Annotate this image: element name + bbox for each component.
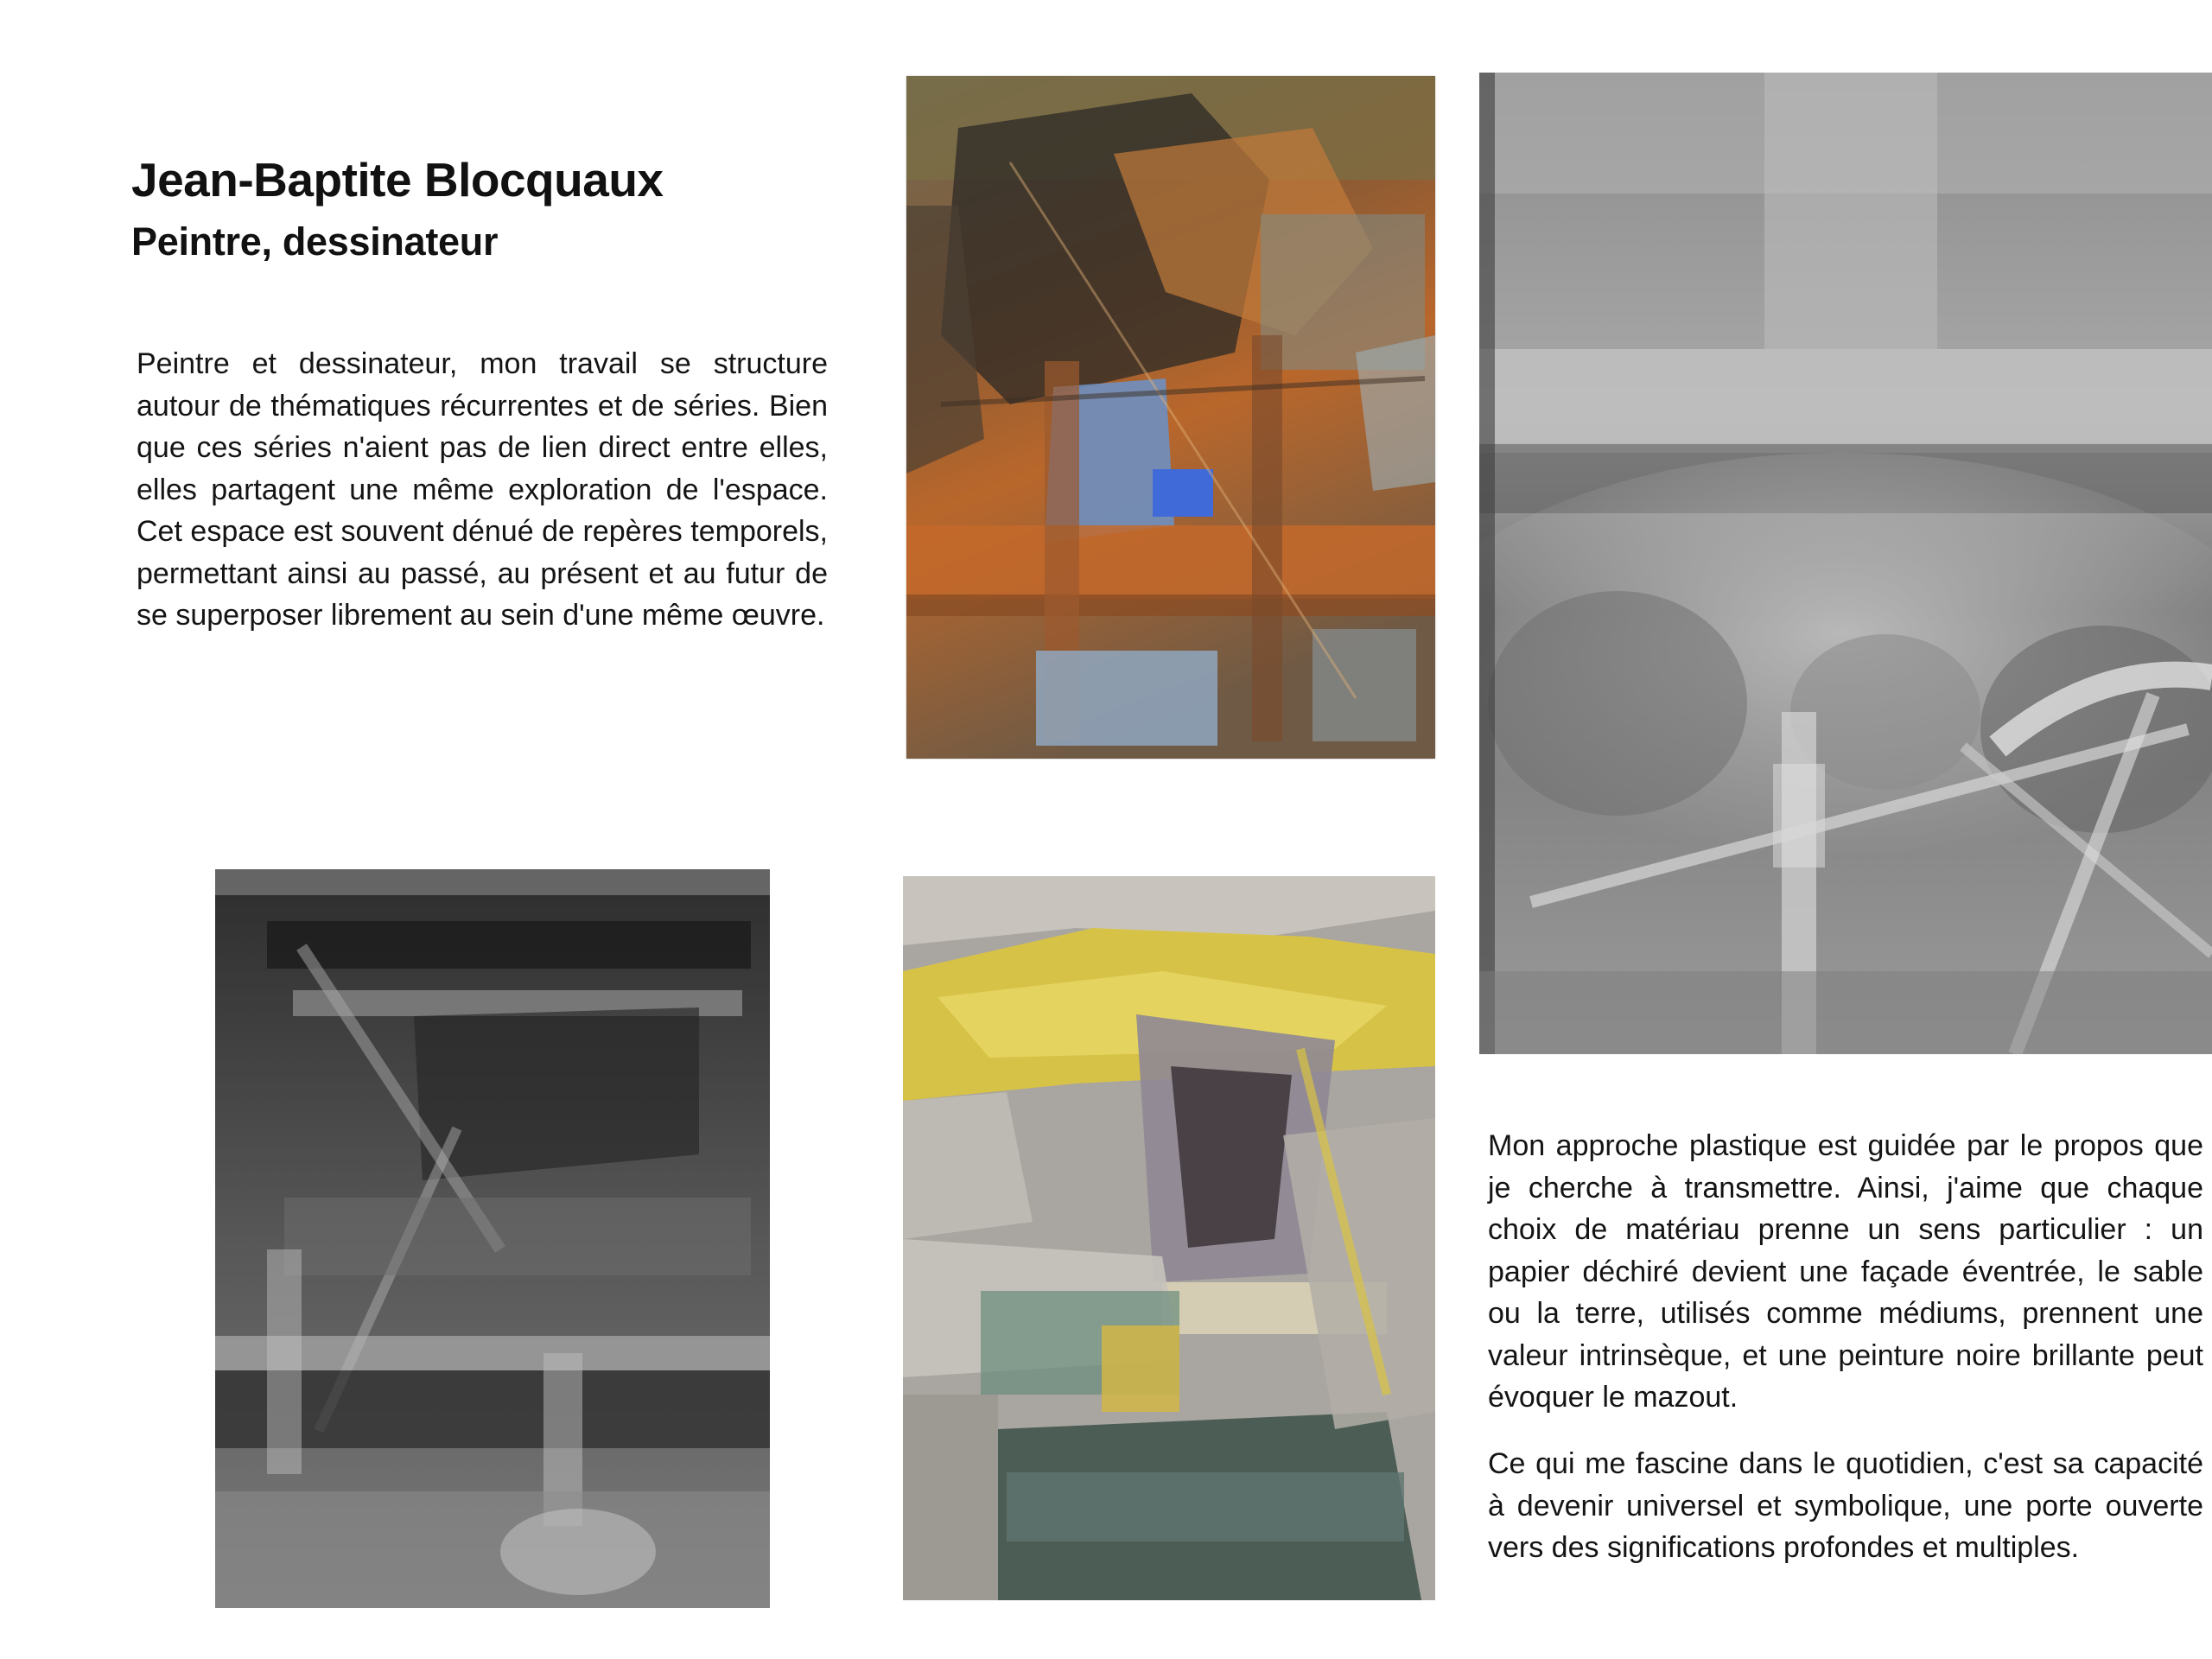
fascination-paragraph (1488, 1443, 2203, 1569)
artwork-yellow-collage-painting (903, 876, 1435, 1600)
artwork-rust-blue-painting (906, 76, 1435, 759)
artist-role: Peintre, dessinateur (131, 219, 499, 264)
intro-paragraph (137, 343, 828, 637)
intro-text: Peintre et dessinateur, mon travail se structure autour de thématiques récurrentes et de séries. Bien que ces séries n'aient pas de lien direct entre elles, elles partagent une même exploration de l'espace. Cet espace est souvent dénué de repères temporels, permettant ainsi au passé, au présent et au futur de se superposer librement au sein d'une même œuvre. (137, 347, 828, 632)
approach-paragraph (1488, 1125, 2203, 1419)
fascination-text: Ce qui me fascine dans le quotidien, c'est sa capacité à devenir universel et symbolique, une porte ouverte vers des significations profondes et multiples. (1488, 1447, 2203, 1564)
artwork-grey-charcoal-drawing (1479, 73, 2212, 1054)
artwork-dark-monochrome-drawing (215, 869, 770, 1608)
approach-text: Mon approche plastique est guidée par le propos que je cherche à transmettre. Ainsi, j'aime que chaque choix de matériau prenne un sens particulier : un papier déchiré devient une façade éventrée, le sable ou la terre, utilisés comme médiums, prennent une valeur intrinsèque, et une peinture noire brillante peut évoquer le mazout. (1488, 1129, 2203, 1414)
artist-name: Jean-Baptite Blocquaux (131, 153, 664, 207)
